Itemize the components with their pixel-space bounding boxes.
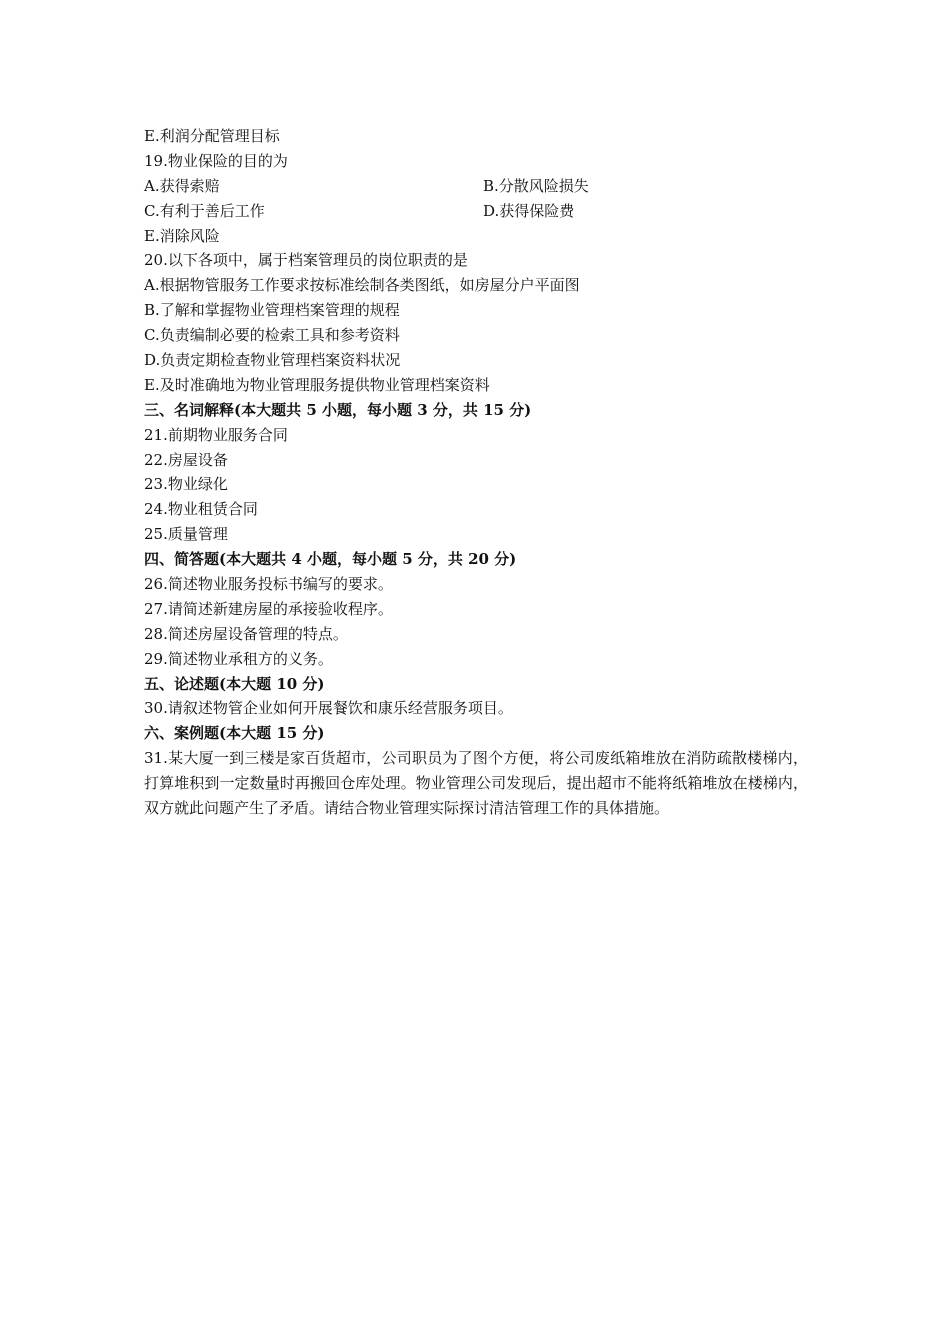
q23: 23.物业绿化 [144,475,228,494]
q19-options-row-1 [144,174,808,199]
q20-option-a: A.根据物管服务工作要求按标准绘制各类图纸，如房屋分户平面图 [144,276,580,295]
section-4-heading: 四、简答题(本大题共 4 小题，每小题 5 分，共 20 分) [144,550,517,569]
section-5-heading: 五、论述题(本大题 10 分) [144,674,325,693]
q19-stem: 19.物业保险的目的为 [144,151,288,170]
q18-option-e: E.利润分配管理目标 [144,127,280,145]
q27: 27.请简述新建房屋的承接验收程序。 [144,599,393,618]
q20-option-c: C.负责编制必要的检索工具和参考资料 [144,326,400,345]
q19-option-e: E.消除风险 [144,226,220,245]
q21: 21.前期物业服务合同 [144,425,288,444]
q20-option-b: B.了解和掌握物业管理档案管理的规程 [144,301,400,320]
q20-stem: 20.以下各项中，属于档案管理员的岗位职责的是 [144,251,468,270]
section-6-heading: 六、案例题(本大题 15 分) [144,724,325,743]
q29: 29.简述物业承租方的义务。 [144,649,333,668]
q31-case-text: 31.某大厦一到三楼是家百货超市，公司职员为了图个方便，将公司废纸箱堆放在消防疏散楼梯内，打算堆积到一定数量时再搬回仓库处理。物业管理公司发现后，提出超市不能将纸箱堆放在楼梯内，双方就此问题产生了矛盾。请结合物业管理实际探讨清洁管理工作的具体措施。 [144,749,808,818]
q19-option-d: D.获得保险费 [483,201,575,220]
q20-option-e: E.及时准确地为物业管理服务提供物业管理档案资料 [144,375,490,394]
q22: 22.房屋设备 [144,450,228,469]
q25: 25.质量管理 [144,525,228,544]
q24: 24.物业租赁合同 [144,500,258,519]
q19-options-row-2 [144,199,808,224]
q20-option-d: D.负责定期检查物业管理档案资料状况 [144,351,401,370]
exam-page [144,124,808,821]
q19-option-b: B.分散风险损失 [483,176,589,195]
q19-option-c: C.有利于善后工作 [144,201,265,220]
q30: 30.请叙述物管企业如何开展餐饮和康乐经营服务项目。 [144,699,513,718]
q19-option-a: A.获得索赔 [144,176,220,195]
q28: 28.简述房屋设备管理的特点。 [144,624,348,643]
q26: 26.简述物业服务投标书编写的要求。 [144,575,393,594]
section-3-heading: 三、名词解释(本大题共 5 小题，每小题 3 分，共 15 分) [144,400,532,419]
